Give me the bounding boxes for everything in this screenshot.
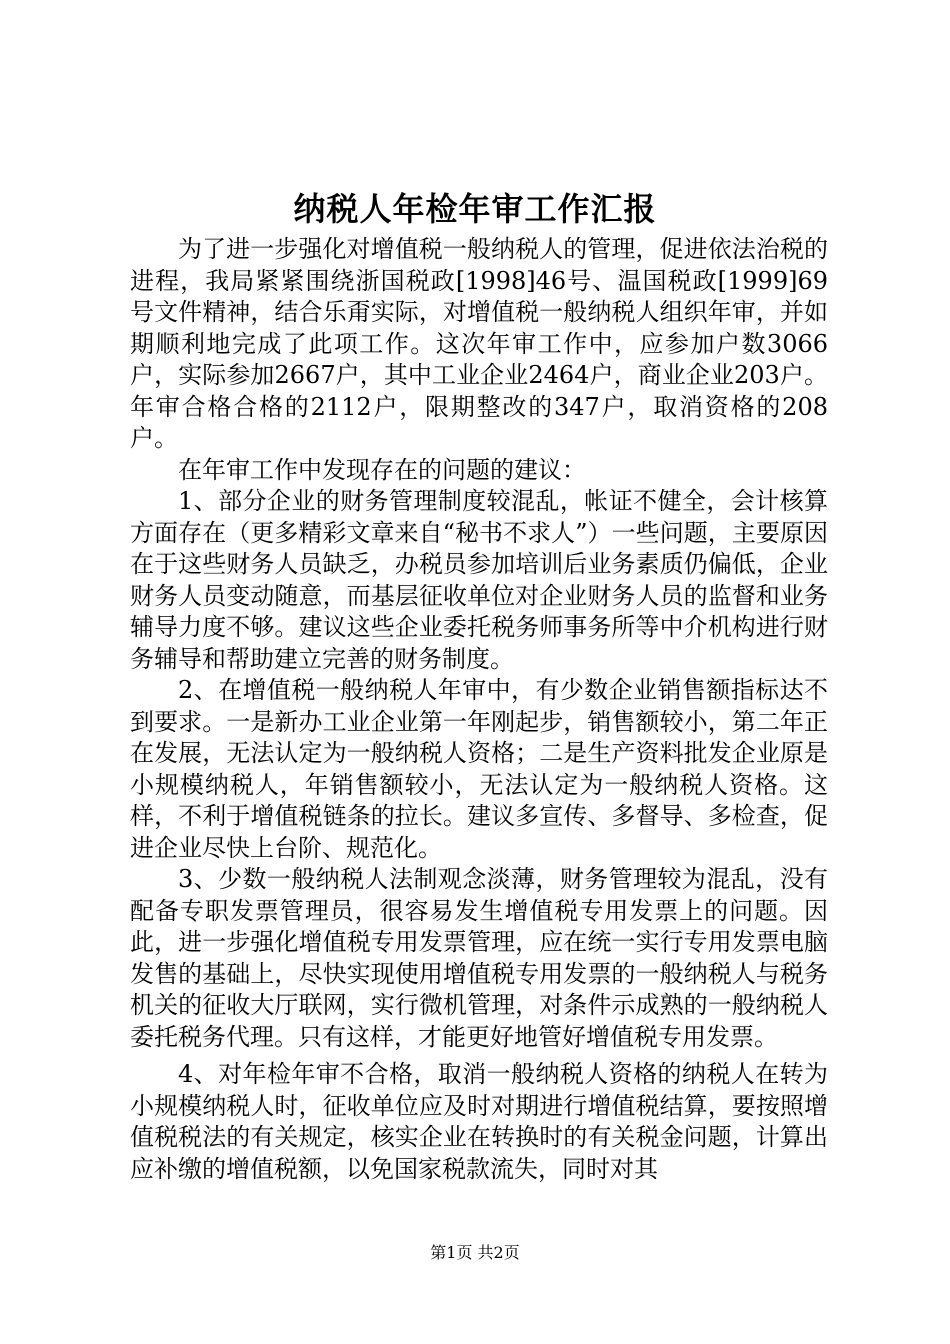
document-body	[130, 234, 828, 1185]
paragraph-issues-heading: 在年审工作中发现存在的问题的建议：	[178, 455, 586, 484]
paragraph-item-1: 1、部分企业的财务管理制度较混乱，帐证不健全，会计核算方面存在（更多精彩文章来自“秘书不求人”）一些问题，主要原因在于这些财务人员缺乏，办税员参加培训后业务素质仍偏低，企业财务人员变动随意，而基层征收单位对企业财务人员的监督和业务辅导力度不够。建议这些企业委托税务师事务所等中介机构进行财务辅导和帮助建立完善的财务制度。	[130, 487, 828, 673]
document-title: 纳税人年检年审工作汇报	[293, 190, 657, 228]
paragraph-item-2: 2、在增值税一般纳税人年审中，有少数企业销售额指标达不到要求。一是新办工业企业第一年刚起步，销售额较小，第二年正在发展，无法认定为一般纳税人资格；二是生产资料批发企业原是小规模纳税人，年销售额较小，无法认定为一般纳税人资格。这样，不利于增值税链条的拉长。建议多宣传、多督导、多检查，促进企业尽快上台阶、规范化。	[130, 676, 828, 862]
paragraph-item-4: 4、对年检年审不合格，取消一般纳税人资格的纳税人在转为小规模纳税人时，征收单位应及时对期进行增值税结算，要按照增值税税法的有关规定，核实企业在转换时的有关税金问题，计算出应补缴的增值税额，以免国家税款流失，同时对其	[130, 1060, 828, 1183]
page-number-footer: 第1页 共2页	[430, 1243, 520, 1262]
paragraph-item-3: 3、少数一般纳税人法制观念淡薄，财务管理较为混乱，没有配备专职发票管理员，很容易发生增值税专用发票上的问题。因此，进一步强化增值税专用发票管理，应在统一实行专用发票电脑发售的基础上，尽快实现使用增值税专用发票的一般纳税人与税务机关的征收大厅联网，实行微机管理，对条件示成熟的一般纳税人委托税务代理。只有这样，才能更好地管好增值税专用发票。	[130, 865, 828, 1051]
paragraph-intro: 为了进一步强化对增值税一般纳税人的管理，促进依法治税的进程，我局紧紧围绕浙国税政[1998]46号、温国税政[1999]69号文件精神，结合乐甭实际，对增值税一般纳税人组织年审，并如期顺利地完成了此项工作。这次年审工作中，应参加户数3066户，实际参加2667户，其中工业企业2464户，商业企业203户。年审合格合格的2112户，限期整改的347户，取消资格的208户。	[130, 235, 828, 452]
